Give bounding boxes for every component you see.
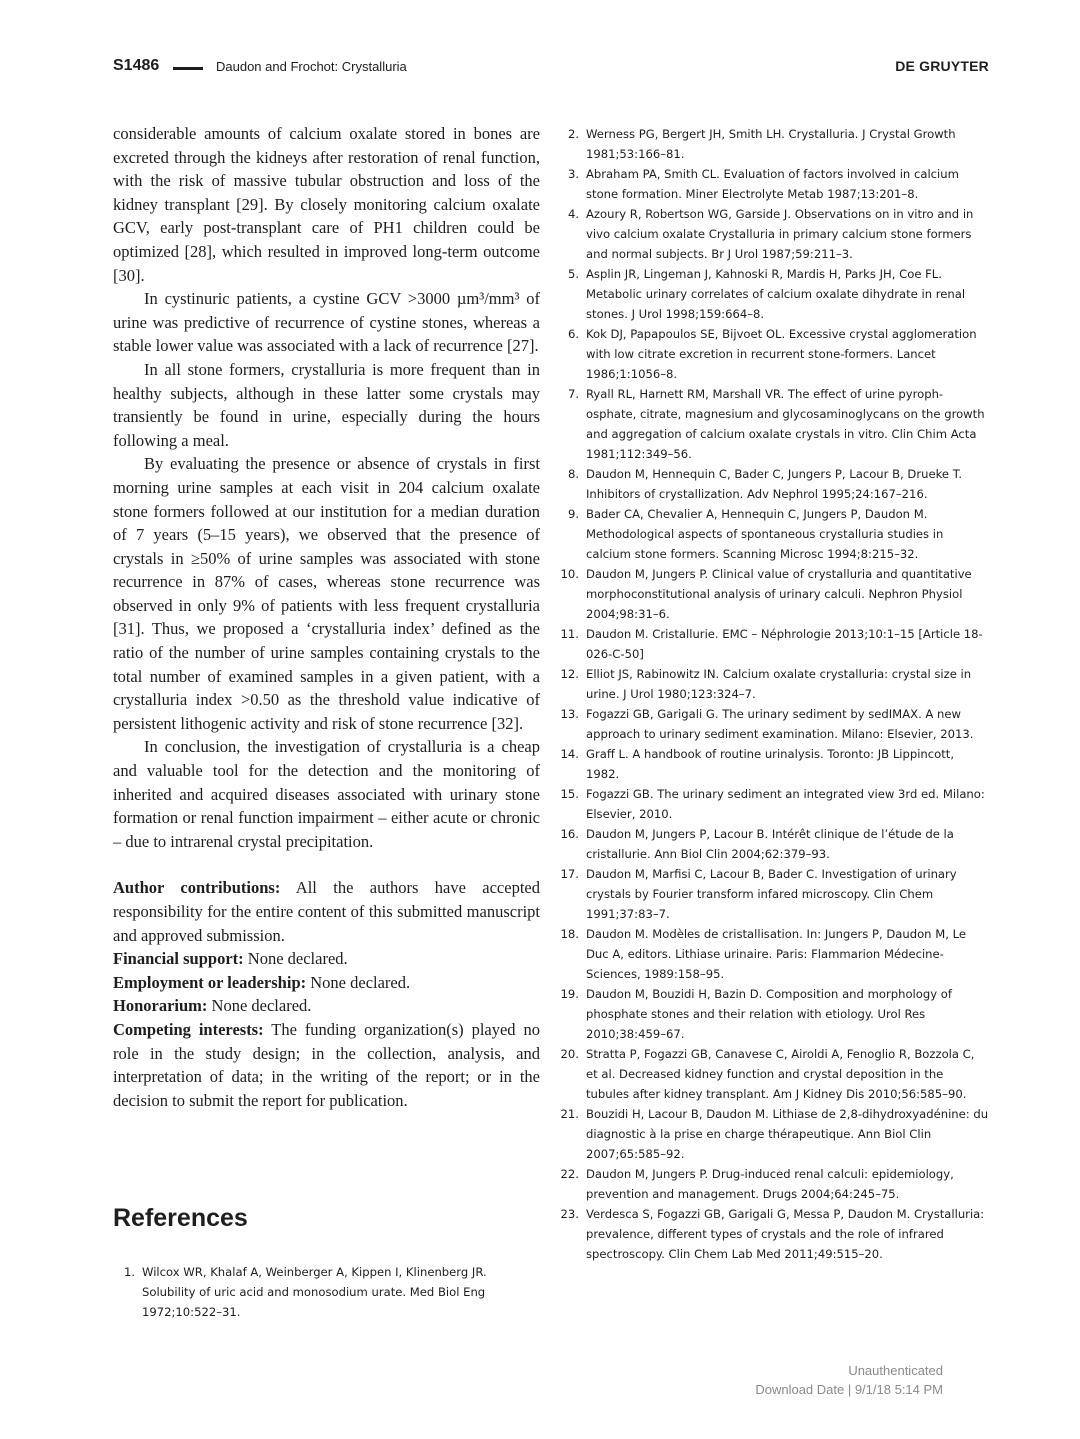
reference-item (557, 164, 989, 204)
declaration-honorarium (113, 994, 540, 1018)
reference-number: 3. (567, 167, 579, 181)
publisher-name: DE GRUYTER (895, 58, 989, 74)
reference-item (557, 1104, 989, 1164)
reference-text: Verdesca S, Fogazzi GB, Garigali G, Messa P, Daudon M. Crystalluria: prevalence, different types of crystals and the role of infrared spectroscopy. Clin Chem Lab Med 2011;49:515–20. (586, 1207, 985, 1261)
reference-number: 18. (560, 927, 579, 941)
reference-list-right (557, 124, 989, 1264)
reference-number: 8. (567, 467, 579, 481)
reference-item (557, 264, 989, 324)
reference-text: Daudon M, Jungers P. Clinical value of crystalluria and quantitative morphoconstitutional analysis of urinary calculi. Nephron Physiol 2004;98:31–6. (586, 567, 972, 621)
reference-text: Fogazzi GB. The urinary sediment an integrated view 3rd ed. Milano: Elsevier, 2010. (586, 787, 985, 821)
reference-number: 20. (560, 1047, 579, 1061)
declaration-label: Author contributions: (113, 878, 281, 898)
reference-number: 5. (567, 267, 579, 281)
reference-number: 10. (560, 567, 579, 581)
reference-number: 13. (560, 707, 579, 721)
reference-text: Daudon M. Modèles de cristallisation. In: Jungers P, Daudon M, Le Duc A, editors. Lithiase urinaire. Paris: Flammarion Médecine-Sciences, 1989:158–95. (586, 927, 966, 981)
reference-text: Graff L. A handbook of routine urinalysis. Toronto: JB Lippincott, 1982. (586, 747, 955, 781)
reference-number: 19. (560, 987, 579, 1001)
running-title: Daudon and Frochot: Crystalluria (216, 59, 407, 74)
reference-item (557, 564, 989, 624)
reference-text: Daudon M, Jungers P, Lacour B. Intérêt clinique de l’étude de la cristallurie. Ann Biol Clin 2004;62:379–93. (586, 827, 954, 861)
reference-item (557, 504, 989, 564)
reference-item (557, 744, 989, 784)
reference-text: Stratta P, Fogazzi GB, Canavese C, Airoldi A, Fenoglio R, Bozzola C, et al. Decreased kidney function and crystal deposition in the tubules after kidney transplant. Am J Kidney Dis 2010;56:585–90. (586, 1047, 975, 1101)
declaration-label: Employment or leadership: (113, 972, 307, 992)
reference-number: 14. (560, 747, 579, 761)
reference-item (557, 464, 989, 504)
declaration-text: None declared. (306, 972, 411, 992)
reference-number: 23. (560, 1207, 579, 1221)
references-heading: References (113, 1204, 248, 1232)
reference-item (557, 704, 989, 744)
body-paragraph: In conclusion, the investigation of crystalluria is a cheap and valuable tool for the detection and the monitoring of inherited and acquired diseases associated with urinary stone formation or renal function impairment – either acute or chronic – due to intrarenal crystal precipitation. (113, 737, 540, 851)
reference-item (557, 824, 989, 864)
declaration-financial-support (113, 947, 540, 971)
reference-number: 6. (567, 327, 579, 341)
declaration-author-contributions (113, 876, 540, 947)
declaration-label: Honorarium: (113, 996, 208, 1016)
reference-item (557, 324, 989, 384)
reference-item (557, 1204, 989, 1264)
declaration-competing-interests (113, 1018, 540, 1112)
reference-item (557, 664, 989, 704)
reference-number: 9. (567, 507, 579, 521)
reference-text: Ryall RL, Harnett RM, Marshall VR. The effect of urine pyrophosphate, citrate, magnesium and glycosaminoglycans on the growth and aggregation of calcium oxalate crystals in vitro. Clin Chim Acta 1981;112:349–56. (586, 387, 985, 461)
reference-item (557, 204, 989, 264)
page-header (113, 56, 989, 80)
reference-text: Fogazzi GB, Garigali G. The urinary sediment by sedIMAX. A new approach to urinary sediment examination. Milano: Elsevier, 2013. (586, 707, 974, 741)
reference-text: Wilcox WR, Khalaf A, Weinberger A, Kippen I, Klinenberg JR. Solubility of uric acid and monosodium urate. Med Biol Eng 1972;10:522–31. (142, 1265, 487, 1319)
body-paragraph: In all stone formers, crystalluria is more frequent than in healthy subjects, although in these latter some crystals may transiently be found in urine, especially during the hours following a meal. (113, 359, 540, 450)
reference-item (557, 1044, 989, 1104)
header-dash (173, 67, 203, 70)
reference-item (557, 624, 989, 664)
reference-text: Kok DJ, Papapoulos SE, Bijvoet OL. Excessive crystal agglomeration with low citrate excretion in recurrent stone-formers. Lancet 1986;1:1056–8. (586, 327, 977, 381)
reference-number: 2. (567, 127, 579, 141)
reference-number: 1. (123, 1265, 135, 1279)
body-paragraph: By evaluating the presence or absence of crystals in first morning urine samples at each visit in 204 calcium oxalate stone formers followed at our institution for a median duration of 7 years (5–15 years), we observed that the presence of crystals in ≥50% of urine samples was associated with stone recurrence in 87% of cases, whereas stone recurrence was observed in only 9% of patients with less frequent crystalluria [31]. Thus, we proposed a ‘crystalluria index’ defined as the ratio of the number of urine samples containing crystals to the total number of examined samples in a given patient, with a crystalluria index >0.50 as the threshold value indicative of persistent lithogenic activity and risk of stone recurrence [32]. (113, 454, 540, 733)
reference-number: 12. (560, 667, 579, 681)
reference-item (557, 124, 989, 164)
reference-item (113, 1262, 513, 1322)
reference-number: 7. (567, 387, 579, 401)
reference-text: Asplin JR, Lingeman J, Kahnoski R, Mardis H, Parks JH, Coe FL. Metabolic urinary correlates of calcium oxalate dihydrate in renal stones. J Urol 1998;159:664–8. (586, 267, 966, 321)
reference-text: Daudon M, Hennequin C, Bader C, Jungers P, Lacour B, Drueke T. Inhibitors of crystallization. Adv Nephrol 1995;24:167–216. (586, 467, 963, 501)
download-footer (755, 1361, 943, 1399)
reference-item (557, 924, 989, 984)
reference-text: Daudon M, Jungers P. Drug-induced renal calculi: epidemiology, prevention and management. Drugs 2004;64:245–75. (586, 1167, 954, 1201)
reference-text: Daudon M, Marfisi C, Lacour B, Bader C. Investigation of urinary crystals by Fourier transform infared microscopy. Clin Chem 1991;37:83–7. (586, 867, 957, 921)
reference-item (557, 384, 989, 464)
reference-number: 22. (560, 1167, 579, 1181)
reference-item (557, 984, 989, 1044)
declaration-text: None declared. (207, 996, 312, 1016)
reference-number: 11. (560, 627, 579, 641)
declaration-label: Financial support: (113, 949, 244, 969)
reference-number: 4. (567, 207, 579, 221)
reference-number: 16. (560, 827, 579, 841)
reference-text: Daudon M, Bouzidi H, Bazin D. Composition and morphology of phosphate stones and their relation with etiology. Urol Res 2010;38:459–67. (586, 987, 952, 1041)
reference-item (557, 784, 989, 824)
declaration-text: The funding organization(s) played no role in the study design; in the collection, analysis, and interpretation of data; in the writing of the report; or in the decision to submit the report for publication. (113, 1019, 540, 1110)
reference-text: Abraham PA, Smith CL. Evaluation of factors involved in calcium stone formation. Miner Electrolyte Metab 1987;13:201–8. (586, 167, 959, 201)
body-paragraph: In cystinuric patients, a cystine GCV >3000 µm³/mm³ of urine was predictive of recurrence of cystine stones, whereas a stable lower value was associated with a lack of recurrence [27]. (113, 289, 540, 356)
reference-list-left (113, 1262, 513, 1322)
page-number: S1486 (113, 57, 160, 74)
declaration-text: All the authors have accepted responsibility for the entire content of this submitted manuscript and approved submission. (113, 878, 540, 945)
footer-status: Unauthenticated (848, 1363, 943, 1378)
declaration-text: None declared. (243, 949, 348, 969)
left-column (113, 122, 540, 1112)
reference-number: 15. (560, 787, 579, 801)
reference-text: Bader CA, Chevalier A, Hennequin C, Jungers P, Daudon M. Methodological aspects of spontaneous crystalluria studies in calcium stone formers. Scanning Microsc 1994;8:215–32. (586, 507, 944, 561)
declaration-label: Competing interests: (113, 1019, 264, 1039)
reference-text: Elliot JS, Rabinowitz IN. Calcium oxalate crystalluria: crystal size in urine. J Urol 1980;123:324–7. (586, 667, 972, 701)
reference-number: 21. (560, 1107, 579, 1121)
declarations (113, 876, 540, 1112)
reference-item (557, 1164, 989, 1204)
reference-number: 17. (560, 867, 579, 881)
reference-text: Bouzidi H, Lacour B, Daudon M. Lithiase de 2,8-dihydroxyadénine: du diagnostic à la prise en charge thérapeutique. Ann Biol Clin 2007;65:585–92. (586, 1107, 989, 1161)
body-paragraph: considerable amounts of calcium oxalate stored in bones are excreted through the kidneys after restoration of renal function, with the risk of massive tubular obstruction and loss of the kidney transplant [29]. By closely monitoring calcium oxalate GCV, early post-transplant care of PH1 children could be optimized [28], which resulted in improved long-term outcome [30]. (113, 124, 540, 285)
reference-item (557, 864, 989, 924)
reference-text: Azoury R, Robertson WG, Garside J. Observations on in vitro and in vivo calcium oxalate Crystalluria in primary calcium stone formers and normal subjects. Br J Urol 1987;59:211–3. (586, 207, 974, 261)
reference-text: Daudon M. Cristallurie. EMC – Néphrologie 2013;10:1–15 [Article 18-026-C-50] (586, 627, 983, 661)
declaration-employment (113, 971, 540, 995)
footer-download-date: Download Date | 9/1/18 5:14 PM (755, 1382, 943, 1397)
reference-text: Werness PG, Bergert JH, Smith LH. Crystalluria. J Crystal Growth 1981;53:166–81. (586, 127, 956, 161)
